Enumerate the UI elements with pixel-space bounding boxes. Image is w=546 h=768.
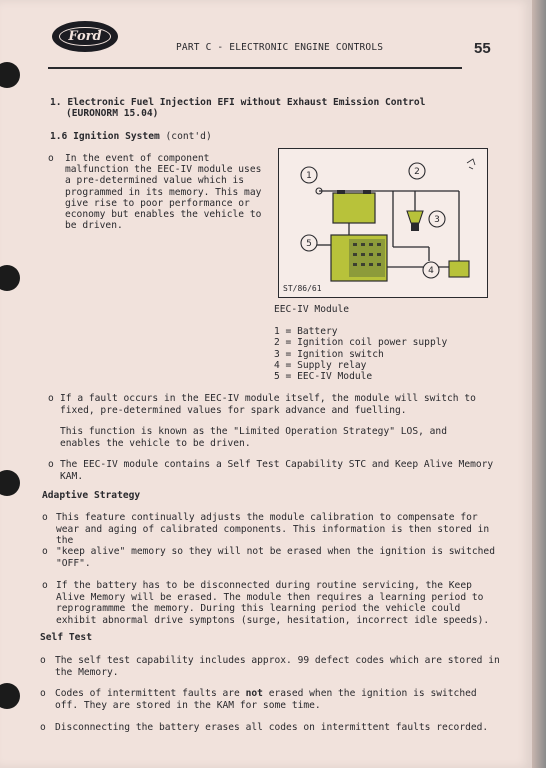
diagram-code: ST/86/61 xyxy=(283,284,322,293)
relay-shape xyxy=(449,261,469,277)
binder-hole-1 xyxy=(0,62,20,88)
bullet-marker: o xyxy=(42,546,48,557)
self-test-heading: Self Test xyxy=(40,632,92,643)
binder-hole-4 xyxy=(0,683,20,709)
los-text: This function is known as the "Limited Operation Strategy" LOS, and enables the vehicle to be driven. xyxy=(60,426,447,449)
bullet-marker: o xyxy=(48,153,54,164)
callout-2: 2 xyxy=(414,167,420,177)
battery-shape xyxy=(333,193,375,223)
callout-4: 4 xyxy=(428,266,434,276)
bullet-marker: o xyxy=(42,580,48,591)
callout-5: 5 xyxy=(306,239,312,249)
adaptive-bullet-3: If the battery has to be disconnected during routine servicing, the Keep Alive Memory will be erased. The module then requires a learning period to reprogrammme the memory. During this learning period the vehicle could exhibit abnormal drive symptons (surge, hesitation, incorrect idle speeds). xyxy=(56,580,490,626)
ignition-switch-shape xyxy=(407,211,423,223)
stc-bullet-text: The EEC-IV module contains a Self Test Capability STC and Keep Alive Memory KAM. xyxy=(60,459,494,482)
bullet-marker: o xyxy=(42,512,48,523)
header-rule xyxy=(48,67,462,69)
bullet-marker: o xyxy=(40,722,46,733)
adaptive-bullet-1: This feature continually adjusts the module calibration to compensate for wear and aging of calibrated components. This information is then stored in the xyxy=(56,512,490,546)
bullet-marker: o xyxy=(40,655,46,666)
page-number: 55 xyxy=(474,40,491,57)
fault-bullet-text: If a fault occurs in the EEC-IV module itself, the module will switch to fixed, pre-determined values for spark advance and fuelling. xyxy=(60,393,476,416)
wiring-diagram-svg xyxy=(279,149,487,297)
self-test-bullet-1: The self test capability includes approx. 99 defect codes which are stored in the Memory. xyxy=(55,655,500,678)
binder-hole-2 xyxy=(0,265,20,291)
bullet-marker: o xyxy=(48,393,54,404)
page-edge xyxy=(532,0,546,768)
ford-logo: Ford xyxy=(52,21,118,52)
adaptive-strategy-heading: Adaptive Strategy xyxy=(42,490,141,501)
subheading: 1.6 Ignition System (cont'd) xyxy=(50,131,212,142)
callout-1: 1 xyxy=(306,171,312,181)
callout-3: 3 xyxy=(434,215,440,225)
self-test-bullet-3: Disconnecting the battery erases all codes on intermittent faults recorded. xyxy=(55,722,489,733)
section-heading-line1: 1. Electronic Fuel Injection EFI without Exhaust Emission Control xyxy=(50,97,426,108)
diagram-legend: 1 = Battery 2 = Ignition coil power supply 3 = Ignition switch 4 = Supply relay 5 = EEC-IV Module xyxy=(274,326,448,383)
page-header-title: PART C - ELECTRONIC ENGINE CONTROLS xyxy=(176,42,384,53)
bullet-marker: o xyxy=(48,459,54,470)
eec-iv-diagram xyxy=(278,148,488,298)
self-test-bullet-2: Codes of intermittent faults are not erased when the ignition is switched off. They are stored in the KAM for some time. xyxy=(55,688,477,711)
adaptive-bullet-2: "keep alive" memory so they will not be erased when the ignition is switched "OFF". xyxy=(56,546,495,569)
diagram-caption: EEC-IV Module xyxy=(274,304,350,315)
binder-hole-3 xyxy=(0,470,20,496)
section-heading-line2: (EURONORM 15.04) xyxy=(66,108,159,119)
intro-bullet-text: In the event of component malfunction the EEC-IV module uses a pre-determined value which is programmed in its memory. This may give rise to poor performance or economy but enables the vehicle to be driven. xyxy=(65,153,262,232)
bullet-marker: o xyxy=(40,688,46,699)
